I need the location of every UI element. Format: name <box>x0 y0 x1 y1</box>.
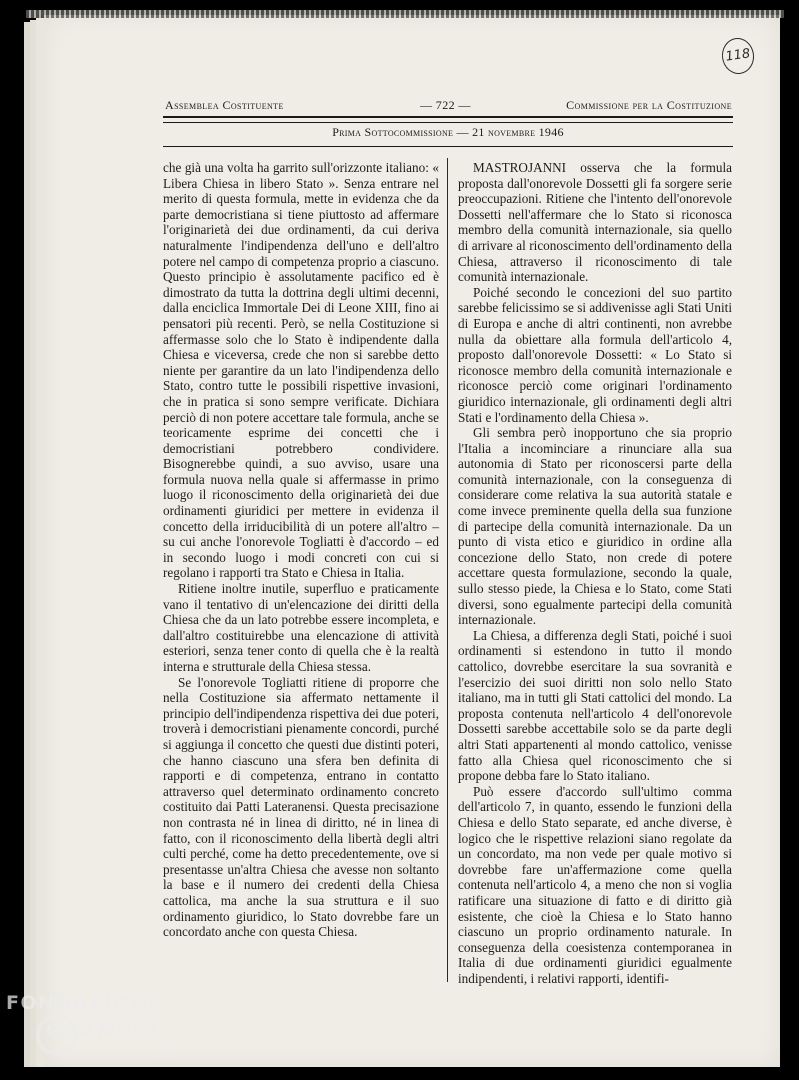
session-subheading: Prima Sottocommissione — 21 novembre 1946 <box>332 125 564 139</box>
watermark-line3: onlus <box>156 1050 178 1059</box>
header-left: Assemblea Costituente <box>165 98 284 112</box>
handwritten-page-number: 118 <box>720 36 757 76</box>
paragraph: Se l'onorevole Togliatti ritiene di proporre che nella Costituzione sia affermato nettamente il principio dell'indipendenza rispettiva dei due poteri, troverà i democristiani pienamente concordi, purché si aggiunga il concetto che questi due distinti poteri, che hanno ciascuno una sfera ben definita di rapporti e di competenza, entrano in contatto attraverso quel determinato ordinamento concreto costituito dai Patti Lateranensi. Questa precisazione non contrasta né in linea di diritto, né in linea di fatto, con il riconoscimento della libertà degli altri culti perché, come ha detto precedentemente, ove si presentasse un'altra Chiesa che avesse non soltanto la base e il numero dei credenti della Chiesa cattolica, ma anche la sua struttura e il suo ordinamento giuridico, lo Stato dovrebbe fare un concordato anche con questa Chiesa. <box>163 674 439 940</box>
running-header <box>165 98 732 112</box>
left-column <box>163 160 439 940</box>
fondazione-gramsci-watermark <box>6 990 176 1070</box>
paragraph: Può essere d'accordo sull'ultimo comma dell'articolo 7, in quanto, essendo le funzioni della Chiesa e dello Stato separate, ed anche diverse, è logico che le rispettive relazioni siano regolate da un concordato, ma non vede per quale motivo si dovrebbe fare un'affermazione come quella contenuta nell'articolo 4, a meno che non si voglia ratificare una situazione di fatto e di diritto già esistente, che cioè la Chiesa e lo Stato hanno ciascuno un proprio ordinamento naturale. In conseguenza della coesistenza contemporanea in Italia di due ordinamenti giuridici egualmente indipendenti, i relativi rapporti, identifi- <box>458 783 732 986</box>
paragraph: Gli sembra però inopportuno che sia proprio l'Italia a incominciare a rinunciare alla sua autonomia di Stato per riconoscersi parte della comunità internazionale, con la conseguenza di considerare come relativa la sua autorità statale e come invece preminente quella della sua funzione di partecipe della comunità internazionale. Da un punto di vista etico e giuridico in ordine alla concezione dello Stato, non crede di potere accettare questa formulazione, secondo la quale, sullo stesso piede, la Chiesa e lo Stato, come Stati diversi, sono egualmente partecipi della comunità internazionale. <box>458 425 732 628</box>
torn-top-edge <box>26 10 784 18</box>
paragraph: Poiché secondo le concezioni del suo partito sarebbe felicissimo se si addivenisse agli Stati Uniti di Europa e anche di altri continenti, non avrebbe nulla da obiettare alla formula dell'articolo 4, proposto dall'onorevole Dossetti: « Lo Stato si riconosce membro della comunità internazionale e riconosce perciò come originari l'ordinamento giuridico internazionale, gli ordinamenti degli altri Stati e l'ordinamento della Chiesa ». <box>458 284 732 425</box>
watermark-line1: FONDAZIONE <box>6 992 163 1014</box>
column-divider <box>447 158 448 982</box>
paragraph: La Chiesa, a differenza degli Stati, poiché i suoi ordinamenti si estendono in tutto il mondo cattolico, dovrebbe esercitare la sua sovranità e l'esercizio dei suoi diritti non solo nello Stato italiano, ma in tutti gli Stati cattolici del mondo. La proposta contenuta nell'articolo 4 dell'onorevole Dossetti sarebbe accettabile solo se da parte degli altri Stati appartenenti al mondo cattolico, venisse fatto alla Chiesa quel riconoscimento che si propone debba fare lo Stato italiano. <box>458 627 732 784</box>
header-rule <box>163 116 733 123</box>
header-right: Commissione per la Costituzione <box>566 98 732 112</box>
paragraph: Ritiene inoltre inutile, superfluo e praticamente vano il tentativo di un'elencazione dei diritti della Chiesa che da un lato potrebbe essere incompleta, e dall'altro costituirebbe una elencazione di attività esteriori, senza tener conto di quella che è la realtà interna e strutturale della Chiesa stessa. <box>163 581 439 674</box>
watermark-line2: GRAMSCI <box>46 1020 159 1042</box>
page-number: — 722 — <box>420 98 471 112</box>
paragraph: MASTROJANNI osserva che la formula proposta dall'onorevole Dossetti gli fa sorgere serie preoccupazioni. Ritiene che l'intento dell'onorevole Dossetti nell'affermare che lo Stato si riconosca membro della comunità internazionale, sia quello di arrivare al riconoscimento dell'ordinamento della Chiesa, attraverso il riconoscimento di tale comunità internazionale. <box>458 160 732 285</box>
right-column <box>458 160 732 986</box>
subheading-rule <box>163 146 733 147</box>
paragraph: che già una volta ha garrito sull'orizzonte italiano: « Libera Chiesa in libero Stato ». Senza entrare nel merito di questa formula, mette in evidenza che da parte democristiana si tiene piuttosto ad affermare l'originarietà dei due ordinamenti, da cui deriva naturalmente l'indipendenza dell'uno e dell'altro potere nel campo di competenza proprio a ciascuno. Questo principio è assolutamente pacifico ed è dimostrato da tutta la dottrina degli ultimi decenni, dalla enciclica Immortale Dei di Leone XIII, fino ai pensatori più recenti. Però, se nella Costituzione si affermasse solo che lo Stato è indipendente dalla Chiesa e viceversa, crede che non si sarebbe detto niente per garantire da un lato l'indipendenza dello Stato, contro tutte le possibili rispettive invasioni, che in pratica si sono sempre verificate. Dichiara perciò di non potere accettare tale formula, anche se teoricamente esprime dei concetti che i democristiani potrebbero condividere. Bisognerebbe quindi, a suo avviso, usare una formula nuova nella quale si affermasse in primo luogo il riconoscimento della originarietà dei due ordinamenti giuridici per mettere in evidenza il concetto della irriducibilità di un potere all'altro – su cui anche l'onorevole Togliatti è d'accordo – ed in secondo luogo i modi concreti con cui si regolano i rapporti tra Stato e Chiesa in Italia. <box>163 160 439 581</box>
